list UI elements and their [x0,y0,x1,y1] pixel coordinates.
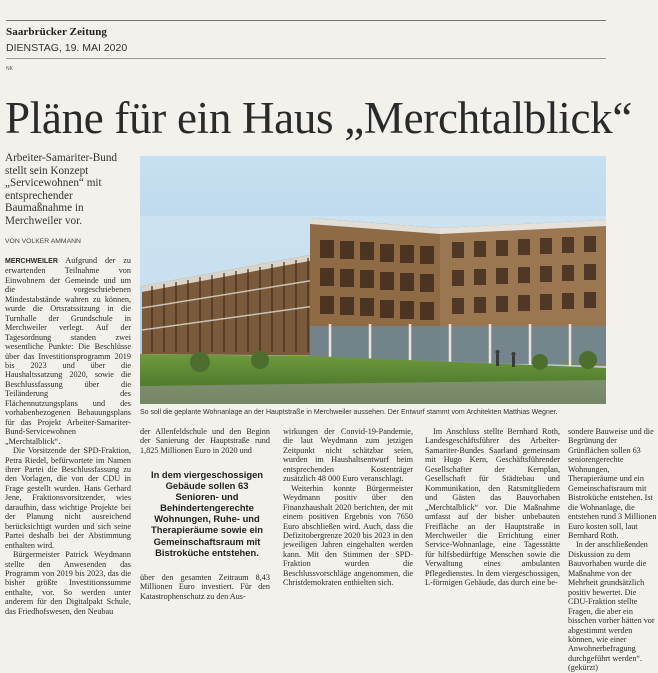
article-column-5 [568,427,657,673]
photo-caption: So soll die geplante Wohnanlage an der Hauptstraße in Merchweiler aussehen. Der Entwurf stammt vom Architekten Matthias Wegner. [140,409,558,416]
article-column-3 [283,427,413,588]
paragraph-text: Aufgrund der zu erwartenden Teilnahme von Einwohnern der Gemeinde und um die vorgeschriebenen Mindestabstände wahren zu können, wurde die Ortsratssitzung in die Turnhalle der Grundschule in Merchweiler verlegt. Auf der Tagesordnung standen zwei wesentliche Punkte: Die Beschlüsse über das Investitionsprogramm 2019 bis 2023 und über die Haushaltssatzung 2020, sowie die Beschlussfassung über die Teiländerung des Flächennutzungsplans und des vorhabenbezogenen Bebauungsplans für das Projekt Arbeiter-Samariter-Bund-Servicewohnen „Merchtalblick“. [5,256,131,446]
article-paragraph: Im Anschluss stellte Bernhard Roth, Landesgeschäftsführer des Arbeiter-Samariter-Bundes Saarland gemeinsam mit Hugo Kern, Geschäftsführender Gesellschafter der Kernplan, Gesellschaft für Städtebau und Kommunikation, den Ratsmitgliedern und Gästen das Bauvorhaben „Merchtalblick“ vor. Die Maßnahme umfasst auf der bisher unbebauten Freifläche an der Hauptstraße in Merchweiler die Errichtung einer Service-Wohnanlage, eine Tagesstätte für hilfsbedürftige Menschen sowie die Verwaltung eines ambulanten Pflegedienstes. In dem viergeschossigen, L-förmigen Gebäude, das durch eine be- [425,427,560,588]
article-paragraph: Weiterhin konnte Bürgermeister Weydmann positiv über den Finanzhaushalt 2020 berichten, der mit einem positiven Ergebnis von 7650 Euro abschließen wird. Auch, dass die Defizitobergrenze 2020 bis 2023 in den jeweiligen Jahren eingehalten werden kann. Mit den Stimmen der SPD-Fraktion wurden die Beschlussvorschläge angenommen, die Christdemokraten enthielten sich. [283,483,413,588]
article-paragraph: sondere Bauweise und die Begrünung der Grünflächen sollen 63 seniorengerechte Wohnungen, Therapieräume und ein Gemeinschaftsraum mit Bistroküche entstehen. Ist die Wohnanlage, die entstehen rund 3 Millionen Euro kosten soll, laut Bernhard Roth. [568,427,657,540]
masthead-bottom-rule [6,58,606,59]
article-paragraph [5,256,131,446]
article-column-1 [5,256,131,616]
headline: Pläne für ein Haus „Merchtalblick“ [5,93,633,143]
masthead-top-rule [6,20,606,21]
issue-date: DIENSTAG, 19. MAI 2020 [6,42,128,54]
article-paragraph: In der anschließenden Diskussion zu dem Bauvorhaben wurde die Maßnahme von der Mehrheit grundsätzlich positiv bewertet. Die CDU-Fraktion stellte Fragen, die aber ein bisschen vorher hätten vor abgestimmt werden können, wie einer Anwohnerbefragung durchgeführt werden“. (gekürzt) [568,540,655,673]
article-paragraph: Bürgermeister Patrick Weydmann stellte den Anwesenden das Programm von 2019 bis 2023, das die bisher größte Investitionssumme enthalte, vor. So werden unter anderem für den Digitalpakt Schule, das Friedhofswesen, den Neubau [5,550,131,616]
building-photo [140,156,606,404]
byline: VON VOLKER AMMANN [5,238,81,245]
article-paragraph: Die Vorsitzende der SPD-Fraktion, Petra Riedel, befürwortete im Namen ihrer Partei die Beschlussfassung zu den Vorlagen, die von der CDU in Frage gestellt wurden. Hans Gerhard Jene, Fraktionsvorsitzender, wies daraufhin, dass wichtige Projekte bei der Planung nicht ausreichend berücksichtigt wurden und sich seine Partei deshalb bei der Abstimmung enthalten wird. [5,446,131,550]
pull-quote: In dem viergeschossigen Gebäude sollen 63 Senioren- und Behindertengerechte Wohnungen, Ruhe- und Therapieräume sowie ein Gemeinschaftsraum mit Bistroküche entstehen. [150,469,264,558]
article-column-2-bottom [140,573,270,601]
article-paragraph: über den gesamten Zeitraum 8,43 Millionen Euro investiert. Für den Katastrophenschutz zu den Aus- [140,573,270,601]
newspaper-name: Saarbrücker Zeitung [6,26,108,38]
dateline: MERCHWEILER [5,258,58,265]
article-column-4 [425,427,560,588]
corner-mark: NK [6,66,13,72]
article-column-2 [140,427,270,455]
deck: Arbeiter-Samariter-Bund stellt sein Konzept „Servicewohnen“ mit entsprechender Baumaßnahme in Merchweiler vor. [5,152,118,227]
article-paragraph: der Allenfeldschule und den Beginn der Sanierung der Hauptstraße rund 1,825 Millionen Euro in 2020 und [140,427,270,455]
article-paragraph: wirkungen der Convid-19-Pandemie, die laut Weydmann zum jetzigen Zeitpunkt nicht schätzbar seien, wurden im Haushaltsentwurf beim entsprechenden Kostenträger zusätzlich 48 000 Euro veranschlagt. [283,427,413,484]
